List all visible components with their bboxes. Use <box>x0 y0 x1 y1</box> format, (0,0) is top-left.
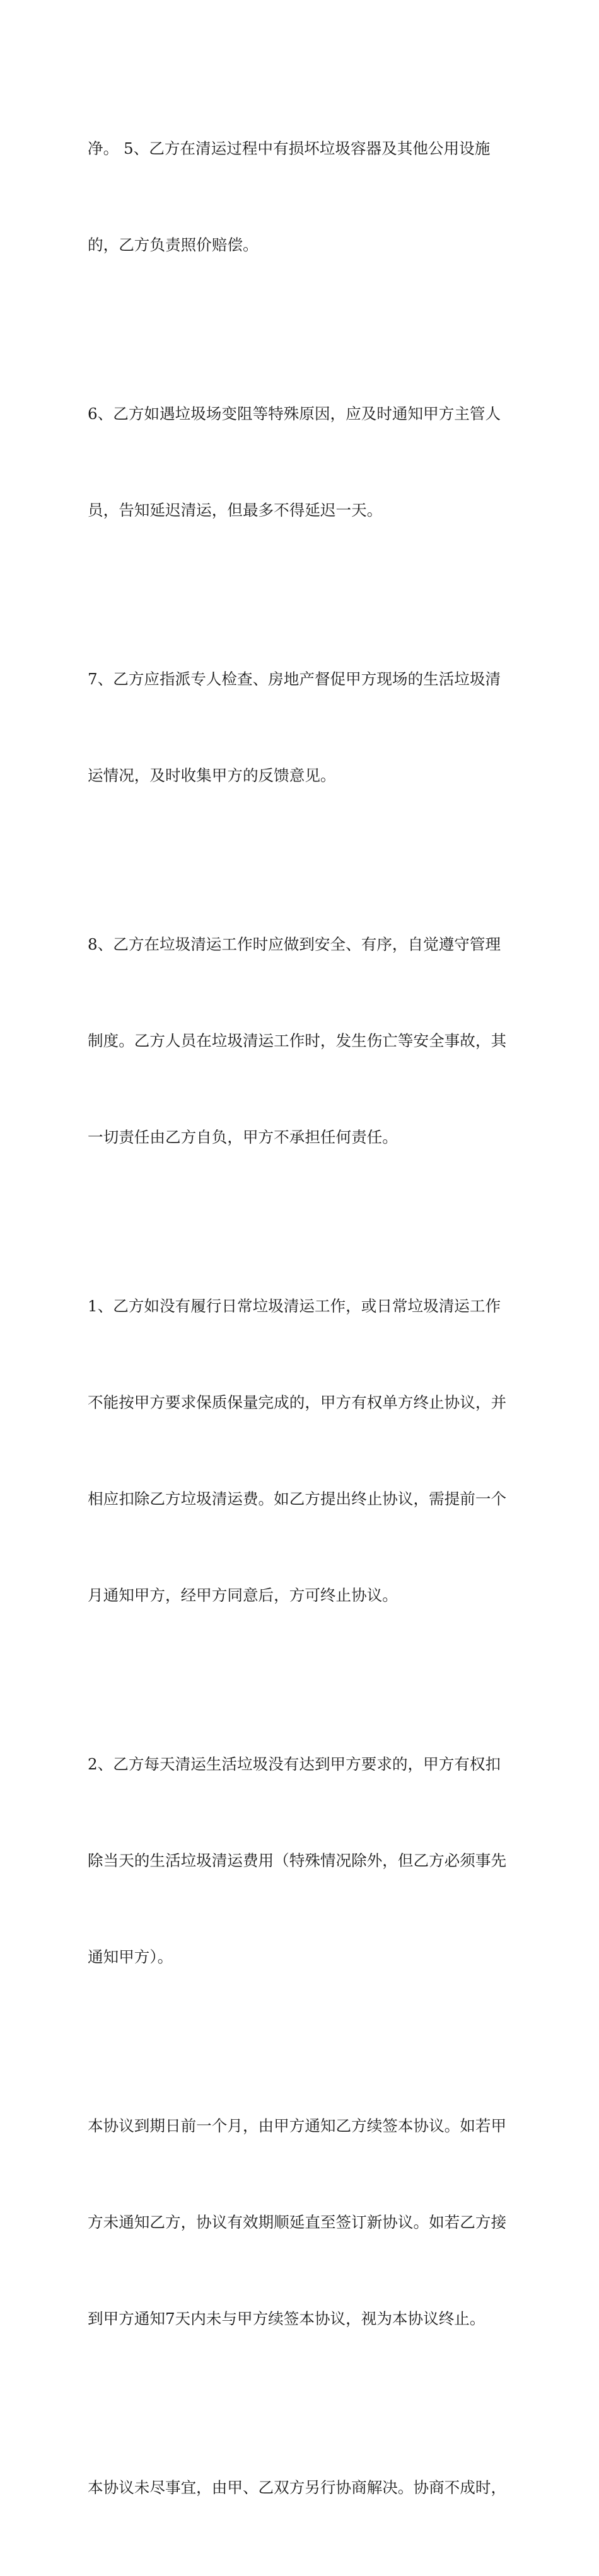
text-line: 到甲方通知7天内未与甲方续签本协议，视为本协议终止。 <box>88 2309 486 2328</box>
paragraph-unresolved-matters <box>88 2407 514 2568</box>
paragraph-breach-1 <box>88 1226 514 1676</box>
paragraph-clause-6 <box>88 333 514 590</box>
text-line: 7、乙方应指派专人检查、房地产督促甲方现场的生活垃圾清 <box>88 670 501 688</box>
text-line: 运情况，及时收集甲方的反馈意见。 <box>88 766 336 785</box>
text-line: 1、乙方如没有履行日常垃圾清运工作，或日常垃圾清运工作 <box>88 1297 501 1315</box>
text-line: 制度。乙方人员在垃圾清运工作时，发生伤亡等安全事故，其 <box>88 1032 507 1050</box>
text-line: 的，乙方负责照价赔偿。 <box>88 236 259 254</box>
text-line: 员，告知延迟清运，但最多不得延迟一天。 <box>88 501 383 519</box>
text-line: 通知甲方）。 <box>88 1948 173 1966</box>
paragraph-clause-7 <box>88 599 514 856</box>
text-line: 方未通知乙方，协议有效期顺延直至签订新协议。如若乙方接 <box>88 2213 507 2231</box>
text-line: 除当天的生活垃圾清运费用（特殊情况除外，但乙方必须事先 <box>88 1851 507 1870</box>
text-line: 本协议未尽事宜，由甲、乙双方另行协商解决。协商不成时， <box>88 2478 507 2497</box>
text-line: 一切责任由乙方自负，甲方不承担任何责任。 <box>88 1128 398 1146</box>
paragraph-renewal <box>88 2045 514 2399</box>
text-line: 净。 5、乙方在清运过程中有损坏垃圾容器及其他公用设施 <box>88 139 491 158</box>
text-line: 6、乙方如遇垃圾场变阻等特殊原因，应及时通知甲方主管人 <box>88 405 501 423</box>
text-line: 月通知甲方，经甲方同意后，方可终止协议。 <box>88 1586 398 1604</box>
paragraph-breach-2 <box>88 1684 514 2037</box>
text-line: 相应扣除乙方垃圾清运费。如乙方提出终止协议，需提前一个 <box>88 1490 507 1508</box>
text-line: 本协议到期日前一个月，由甲方通知乙方续签本协议。如若甲 <box>88 2117 507 2135</box>
document-body <box>88 68 514 2576</box>
paragraph-clause-8 <box>88 864 514 1217</box>
text-line: 2、乙方每天清运生活垃圾没有达到甲方要求的，甲方有权扣 <box>88 1755 501 1773</box>
text-line: 不能按甲方要求保质保量完成的，甲方有权单方终止协议，并 <box>88 1393 507 1412</box>
text-line: 8、乙方在垃圾清运工作时应做到安全、有序，自觉遵守管理 <box>88 935 501 953</box>
paragraph-clause-5 <box>88 68 514 325</box>
